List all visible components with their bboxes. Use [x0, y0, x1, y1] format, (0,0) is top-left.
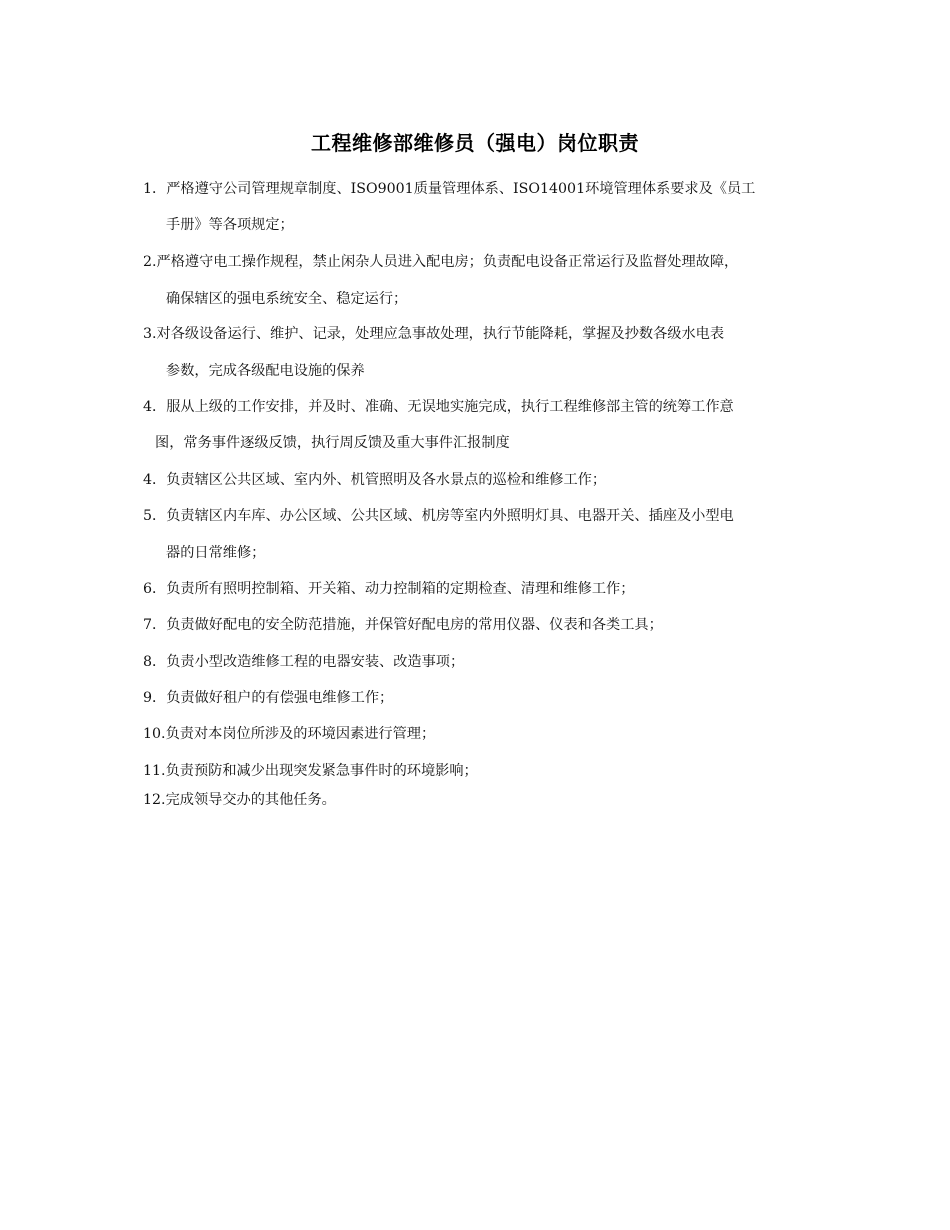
duty-item-2-line-1: 2.严格遵守电工操作规程，禁止闲杂人员进入配电房；负责配电设备正常运行及监督处理故障，	[143, 254, 739, 270]
duty-item-2-line-2: 确保辖区的强电系统安全、稳定运行；	[166, 291, 408, 307]
duty-item-3-line-1: 3.对各级设备运行、维护、记录，处理应急事故处理，执行节能降耗，掌握及抄数各级水电表	[143, 326, 725, 342]
duty-item-11-line-1: 10.负责对本岗位所涉及的环境因素进行管理；	[143, 726, 436, 742]
duty-item-12-line-1: 11.负责预防和减少出现突发紧急事件时的环境影响；	[143, 763, 478, 779]
duty-item-1-line-1: 1．严格遵守公司管理规章制度、ISO9001质量管理体系、ISO14001环境管理体系要求及《员工	[143, 181, 756, 197]
duty-item-3-line-2: 参数，完成各级配电设施的保养	[166, 363, 365, 379]
duty-item-5-line-1: 4．负责辖区公共区域、室内外、机管照明及各水景点的巡检和维修工作；	[143, 472, 607, 488]
duty-item-10-line-1: 9．负责做好租户的有偿强电维修工作；	[143, 690, 394, 706]
duty-item-7-line-1: 6．负责所有照明控制箱、开关箱、动力控制箱的定期检查、清理和维修工作；	[143, 581, 635, 597]
duty-item-4-line-1: 4．服从上级的工作安排，并及时、准确、无误地实施完成，执行工程维修部主管的统筹工作意	[143, 399, 734, 415]
document-title: 工程维修部维修员（强电）岗位职责	[311, 131, 639, 155]
duty-item-4-line-2: 图，常务事件逐级反馈，执行周反馈及重大事件汇报制度	[155, 435, 510, 451]
duty-item-6-line-1: 5．负责辖区内车库、办公区域、公共区域、机房等室内外照明灯具、电器开关、插座及小型电	[143, 508, 734, 524]
duty-item-9-line-1: 8．负责小型改造维修工程的电器安装、改造事项；	[143, 654, 465, 670]
duty-item-8-line-1: 7．负责做好配电的安全防范措施，并保管好配电房的常用仪器、仪表和各类工具；	[143, 617, 663, 633]
duty-item-6-line-2: 器的日常维修；	[166, 545, 266, 561]
duty-item-1-line-2: 手册》等各项规定；	[166, 217, 294, 233]
duty-item-13-line-1: 12.完成领导交办的其他任务。	[143, 792, 336, 808]
